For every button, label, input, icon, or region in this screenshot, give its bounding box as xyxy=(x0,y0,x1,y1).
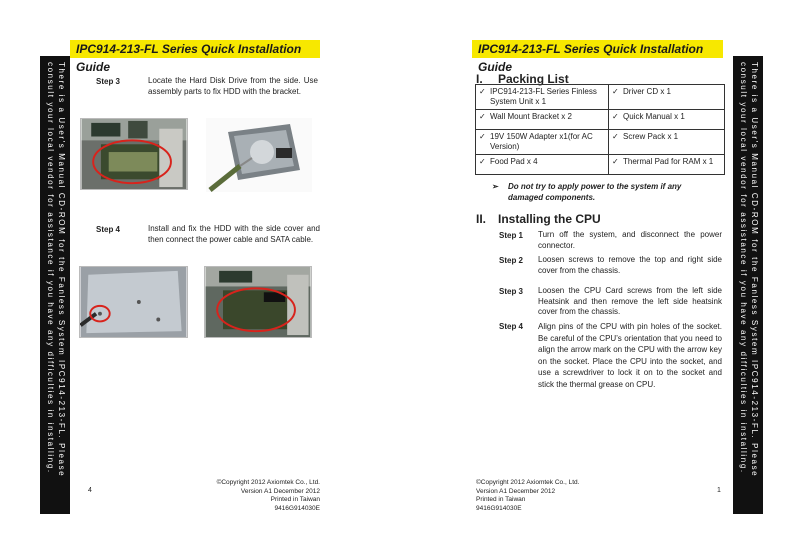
left-part-no: 9416G914030E xyxy=(274,504,320,512)
packing-item: Driver CD x 1 xyxy=(623,87,672,96)
checkmark-icon: ✓ xyxy=(612,132,619,141)
checkmark-icon: ✓ xyxy=(612,112,619,121)
arrow-bullet-icon: ➢ xyxy=(492,182,499,191)
packing-cell xyxy=(609,110,725,130)
checkmark-icon: ✓ xyxy=(612,157,619,166)
packing-cell xyxy=(476,130,609,155)
left-copyright: ©Copyright 2012 Axiomtek Co., Ltd. xyxy=(216,479,320,486)
cpu-step2-label: Step 2 xyxy=(499,256,524,265)
table-row xyxy=(476,130,725,155)
checkmark-icon: ✓ xyxy=(479,112,486,121)
packing-item: Thermal Pad for RAM x 1 xyxy=(623,157,714,166)
power-warning-text: Do not try to apply power to the system if any damaged components. xyxy=(508,182,682,202)
checkmark-icon: ✓ xyxy=(479,87,486,96)
checkmark-icon: ✓ xyxy=(479,132,486,141)
left-sidebar-text: There is a User's Manual CD-ROM for the Fanless System IPC914-213-FL. Please consult your local vendor for assistance if you have any difficulties in installing. xyxy=(46,62,66,478)
cpu-step4-label: Step 4 xyxy=(499,322,524,331)
cpu-step3-text: Loosen the CPU Card screws from the left side Heatsink and then remove the left side heatsink cover from the chassis. xyxy=(538,286,722,316)
packing-cell xyxy=(609,130,725,155)
cpu-step2-text: Loosen screws to remove the top and right side cover from the chassis. xyxy=(538,255,722,275)
cpu-heading-num: II. xyxy=(476,212,487,226)
left-page-banner: IPC914-213-FL Series Quick Installation Guide xyxy=(70,40,320,58)
packing-heading: Packing List xyxy=(498,72,569,86)
table-row xyxy=(476,155,725,175)
packing-cell xyxy=(476,110,609,130)
cpu-step3-label: Step 3 xyxy=(499,287,524,296)
left-sidebar xyxy=(40,56,70,514)
cpu-step1-label: Step 1 xyxy=(499,231,524,240)
hdd-side-cover-photo xyxy=(79,266,188,338)
left-step3-label: Step 3 xyxy=(96,77,121,86)
packing-item: Food Pad x 4 xyxy=(490,157,538,166)
right-part-no: 9416G914030E xyxy=(476,504,522,512)
packing-cell xyxy=(609,85,725,110)
right-copyright: ©Copyright 2012 Axiomtek Co., Ltd. xyxy=(476,479,580,486)
table-row xyxy=(476,85,725,110)
left-printed: Printed in Taiwan xyxy=(270,496,320,503)
packing-item: 19V 150W Adapter x1(for AC Version) xyxy=(490,132,593,151)
hdd-bracket-photo xyxy=(80,118,188,190)
hdd-cables-photo xyxy=(204,266,312,338)
hdd-screwdriver-photo xyxy=(206,118,312,192)
right-version: Version A1 December 2012 xyxy=(476,487,556,495)
right-footer xyxy=(476,479,606,513)
packing-item: Quick Manual x 1 xyxy=(623,112,685,121)
right-printed: Printed in Taiwan xyxy=(476,496,526,503)
packing-cell xyxy=(476,85,609,110)
left-version: Version A1 December 2012 xyxy=(240,487,320,495)
left-step4-label: Step 4 xyxy=(96,225,121,234)
packing-item: Screw Pack x 1 xyxy=(623,132,679,141)
right-sidebar xyxy=(733,56,763,514)
packing-cell xyxy=(609,155,725,175)
packing-cell xyxy=(476,155,609,175)
packing-item: Wall Mount Bracket x 2 xyxy=(490,112,572,121)
checkmark-icon: ✓ xyxy=(479,157,486,166)
right-page-banner: IPC914-213-FL Series Quick Installation Guide xyxy=(472,40,723,58)
table-row xyxy=(476,110,725,130)
left-step4-text: Install and fix the HDD with the side cover and then connect the power cable and SATA cable. xyxy=(148,224,320,244)
checkmark-icon: ✓ xyxy=(612,87,619,96)
right-sidebar-text: There is a User's Manual CD-ROM for the Fanless System IPC914-213-FL. Please consult your local vendor for assistance if you have any difficulties in installing. xyxy=(739,62,759,478)
left-footer xyxy=(200,479,320,513)
cpu-heading: Installing the CPU xyxy=(498,212,601,226)
left-step3-text: Locate the Hard Disk Drive from the side. Use assembly parts to fix HDD with the bracket. xyxy=(148,76,318,96)
right-page-number: 1 xyxy=(717,487,721,494)
packing-item: IPC914-213-FL Series Finless System Unit x 1 xyxy=(490,87,597,106)
left-page-number: 4 xyxy=(88,487,92,494)
cpu-step4-text: Align pins of the CPU with pin holes of the socket. Be careful of the CPU’s orientation that you need to align the arrow mark on the CPU with the arrow key on the socket. Place the CPU into the socket, and use a screwdriver to lock it on to the socket and stick the thermal grease on CPU. xyxy=(538,322,722,389)
packing-table xyxy=(475,84,725,175)
packing-heading-num: I. xyxy=(476,72,483,86)
cpu-step1-text: Turn off the system, and disconnect the power connector. xyxy=(538,230,722,250)
power-warning-note xyxy=(492,181,718,203)
